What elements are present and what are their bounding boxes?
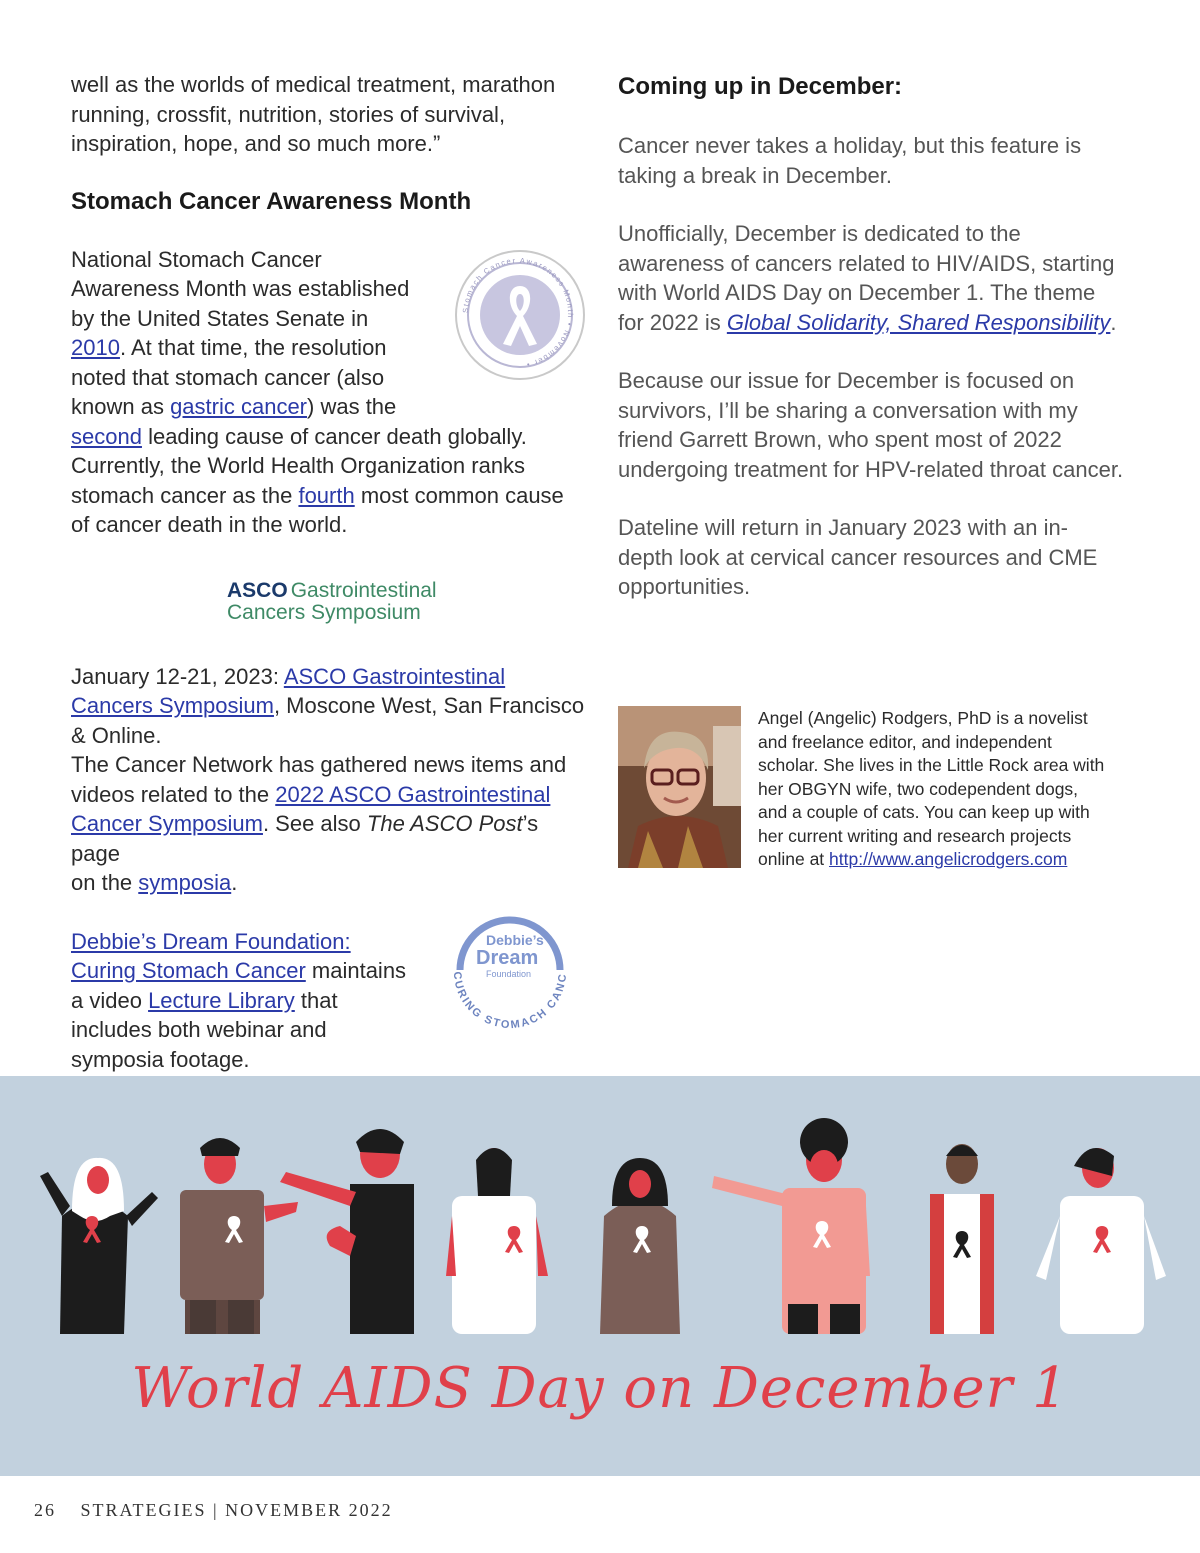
asco-logo-line2: Cancers Symposium — [227, 600, 421, 624]
text-span: known as — [71, 394, 171, 419]
author-portrait-icon — [618, 706, 741, 868]
author-photo — [618, 706, 741, 868]
text-line: National Stomach Cancer — [71, 246, 322, 272]
banner-title: World AIDS Day on December 1 — [131, 1356, 1069, 1421]
badge-text-ring — [455, 250, 581, 376]
text-span: , Moscone West, San Francisco — [273, 693, 585, 718]
text-line — [618, 308, 1148, 338]
text-line — [71, 662, 591, 692]
link-global-solidarity[interactable]: Global Solidarity, Shared Responsibility — [726, 309, 1111, 335]
asco-paragraph — [71, 662, 591, 898]
link-asco-symposium[interactable]: ASCO Gastrointestinal — [283, 663, 506, 689]
person-figure-4 — [446, 1148, 548, 1334]
text-line: awareness of cancers related to HIV/AIDS, starting — [618, 250, 1115, 276]
text-line: Currently, the World Health Organization ranks — [71, 453, 526, 478]
stomach-heading: Stomach Cancer Awareness Month — [71, 187, 472, 215]
intro-line: well as the worlds of medical treatment, marathon — [71, 72, 556, 97]
text-line: depth look at cervical cancer resources and CME — [618, 544, 1098, 570]
person-figure-1 — [40, 1158, 158, 1334]
asco-logo-bold: ASCO — [227, 578, 288, 602]
link-2010[interactable]: 2010 — [71, 335, 120, 360]
december-para-4 — [618, 513, 1148, 602]
text-line: with World AIDS Day on December 1. The theme — [618, 280, 1096, 305]
asco-logo-line1 — [227, 580, 591, 602]
text-line: survivors, I’ll be sharing a conversation with my — [618, 397, 1078, 423]
badge-circular-text — [455, 250, 581, 376]
bio-line: scholar. She lives in the Little Rock area with — [758, 755, 1105, 775]
text-span: maintains — [305, 958, 407, 983]
text-span: ) was the — [307, 394, 397, 419]
svg-text:Stomach Cancer Awareness Month: Stomach Cancer Awareness Month • November • — [460, 255, 576, 370]
text-span: . — [231, 870, 238, 895]
text-line — [71, 868, 591, 898]
link-author-website[interactable]: http://www.angelicrodgers.com — [829, 849, 1068, 869]
december-para-1 — [618, 131, 1148, 190]
bio-line: Angel (Angelic) Rodgers, PhD is a novelist — [758, 708, 1088, 728]
text-span: . See also — [262, 811, 367, 836]
text-line — [71, 780, 591, 810]
text-line — [71, 392, 591, 422]
svg-text:CURING STOMACH CANCER: CURING STOMACH CANC — [450, 971, 570, 1030]
footer-text: STRATEGIES | NOVEMBER 2022 — [80, 1500, 393, 1520]
svg-text:Debbie’s: Debbie’s — [486, 932, 544, 948]
right-column — [618, 70, 1148, 602]
text-line: Cancer never takes a holiday, but this feature is — [618, 133, 1082, 158]
person-figure-6 — [712, 1118, 870, 1334]
link-gastric-cancer[interactable]: gastric cancer — [170, 394, 308, 419]
link-2022-asco-2[interactable]: Cancer Symposium — [71, 811, 263, 836]
page-number: 26 — [34, 1500, 56, 1520]
text-line: The Cancer Network has gathered news items and — [71, 752, 567, 777]
text-span: leading cause of cancer death globally. — [141, 423, 527, 449]
svg-text:Foundation: Foundation — [486, 969, 532, 979]
page-footer — [34, 1500, 393, 1521]
text-span: videos related to the — [71, 781, 276, 807]
asco-logo-rest: Gastrointestinal — [290, 578, 437, 602]
december-heading: Coming up in December: — [618, 73, 903, 100]
bio-line: and a couple of cats. You can keep up with — [758, 802, 1090, 822]
link-second[interactable]: second — [71, 423, 142, 449]
asco-logo — [227, 580, 591, 624]
text-line — [71, 422, 591, 452]
text-line: of cancer death in the world. — [71, 512, 348, 537]
bio-line: her current writing and research projects — [758, 825, 1072, 846]
link-asco-symposium-2[interactable]: Cancers Symposium — [71, 693, 274, 718]
text-line: & Online. — [71, 722, 162, 748]
text-span: stomach cancer as the — [71, 482, 299, 508]
debbies-dream-logo — [438, 900, 583, 1030]
text-span: . At that time, the resolution — [119, 335, 387, 360]
author-bio — [758, 707, 1158, 872]
svg-text:Dream: Dream — [476, 947, 539, 969]
link-debbies-dream[interactable]: Debbie’s Dream Foundation: — [71, 928, 351, 954]
link-2022-asco[interactable]: 2022 ASCO Gastrointestinal — [275, 781, 551, 807]
link-fourth[interactable]: fourth — [298, 482, 355, 508]
text-span: most common cause — [354, 482, 564, 508]
text-span: a video — [71, 987, 149, 1013]
december-para-3 — [618, 366, 1148, 484]
text-span: online at — [758, 849, 830, 869]
text-line: opportunities. — [618, 574, 751, 599]
text-span: for 2022 is — [618, 309, 727, 335]
text-line: by the United States Senate in — [71, 305, 369, 331]
text-line: undergoing treatment for HPV-related throat cancer. — [618, 456, 1124, 482]
december-para-2 — [618, 219, 1148, 337]
text-line: Dateline will return in January 2023 with an in- — [618, 515, 1069, 540]
text-span: January 12-21, 2023: — [71, 663, 284, 689]
text-line: taking a break in December. — [618, 162, 892, 188]
text-line: symposia footage. — [71, 1046, 250, 1072]
text-line: Awareness Month was established — [71, 276, 410, 301]
text-line: Unofficially, December is dedicated to the — [618, 221, 1021, 246]
text-line — [71, 809, 591, 868]
text-line: includes both webinar and — [71, 1017, 327, 1042]
text-line — [71, 481, 591, 511]
intro-paragraph — [71, 70, 591, 159]
text-line: noted that stomach cancer (also — [71, 364, 385, 390]
stomach-logo-icon — [438, 900, 583, 1030]
italic-publication: The ASCO Post — [366, 811, 523, 836]
text-line: friend Garrett Brown, who spent most of 2022 — [618, 427, 1062, 452]
intro-line: running, crossfit, nutrition, stories of survival, — [71, 101, 506, 127]
text-line — [71, 691, 591, 721]
text-span: on the — [71, 870, 139, 895]
intro-line: inspiration, hope, and so much more.” — [71, 131, 441, 156]
text-span: that — [294, 987, 338, 1013]
person-figure-3 — [280, 1129, 414, 1334]
text-line: Because our issue for December is focused on — [618, 368, 1075, 393]
text-span: . — [1110, 309, 1117, 335]
link-curing-stomach-cancer[interactable]: Curing Stomach Cancer — [71, 958, 306, 983]
link-symposia[interactable]: symposia — [138, 870, 232, 895]
text-span: ’s page — [71, 811, 539, 866]
world-aids-day-banner — [0, 1076, 1200, 1476]
link-lecture-library[interactable]: Lecture Library — [148, 987, 295, 1013]
bio-line: and freelance editor, and independent — [758, 731, 1052, 752]
bio-line: her OBGYN wife, two codependent dogs, — [758, 778, 1079, 799]
bio-line — [758, 848, 1158, 872]
